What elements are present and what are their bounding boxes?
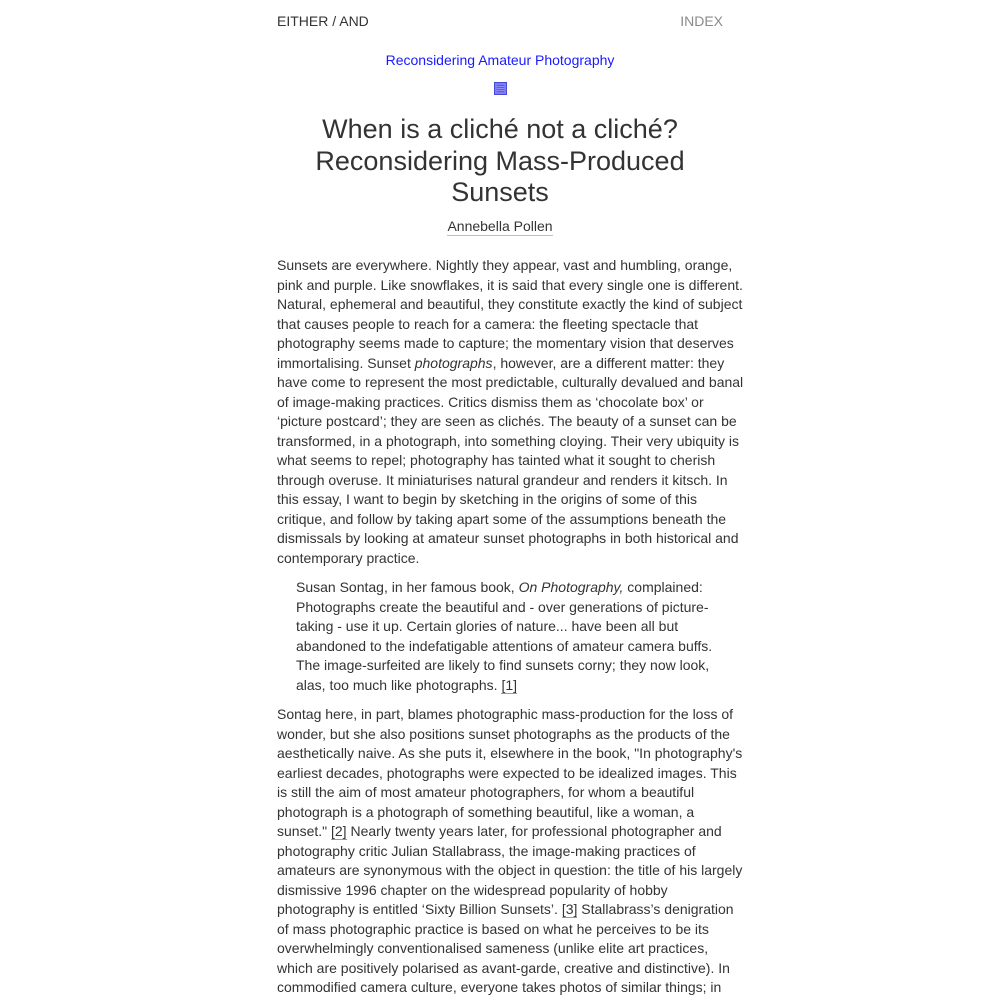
text-line: commodified camera culture, everyone takes photos of similar things; in: [277, 979, 722, 995]
text-line: abandoned to the indefatigable attentions of amateur camera buffs.: [296, 637, 713, 654]
author-link[interactable]: Annebella Pollen: [447, 218, 553, 234]
text-line: what seems to repel; photography has tainted what it sought to cherish: [277, 452, 716, 468]
text-line: critique, and follow by taking apart some of the assumptions beneath the: [277, 510, 727, 527]
text-span: photography is entitled ‘Sixty Billion Sunsets’.: [277, 901, 562, 917]
text-span: sunset.": [277, 823, 331, 839]
text-line: The image-surfeited are likely to find sunsets corny; they now look,: [296, 657, 710, 673]
text-line: overwhelmingly conventionalised sameness (unlike elite art practices,: [277, 940, 709, 956]
text-line: ‘picture postcard’; they are seen as clichés. The beauty of a sunset can be: [277, 413, 737, 429]
text-line: Sunsets are everywhere. Nightly they appear, vast and humbling, orange,: [277, 257, 733, 273]
text-line: this essay, I want to begin by sketching in the origins of some of this: [277, 491, 697, 507]
index-link[interactable]: INDEX: [680, 13, 723, 29]
text-line: have come to represent the most predictable, culturally devalued and banal: [277, 374, 744, 390]
site-name-link[interactable]: EITHER / AND: [277, 13, 369, 29]
paragraph-intro: [277, 256, 744, 568]
text-line: wonder, but she also positions sunset photographs as the products of the: [277, 725, 730, 742]
footnote-link-3[interactable]: [3]: [561, 901, 578, 917]
text-line: Natural, ephemeral and beautiful, they constitute exactly the kind of subject: [277, 296, 743, 312]
text-line: through overuse. It miniaturises natural grandeur and renders it kitsch. In: [277, 471, 728, 488]
title-line: Reconsidering Mass-Produced: [315, 145, 685, 176]
text-line: contemporary practice.: [277, 549, 420, 566]
footnote-link-1[interactable]: [1]: [501, 676, 518, 693]
text-span: Nearly twenty years later, for professional photographer and: [346, 823, 722, 839]
title-line: When is a cliché not a cliché?: [322, 114, 678, 144]
top-bar: [277, 13, 723, 33]
book-title: On Photography,: [518, 579, 624, 595]
text-span: alas, too much like photographs.: [296, 676, 502, 693]
text-line: pink and purple. Like snowflakes, it is said that every single one is different.: [277, 276, 743, 293]
title-line: Sunsets: [451, 177, 549, 207]
text-line: dismissals by looking at amateur sunset photographs in both historical and: [277, 530, 739, 546]
text-line: [296, 676, 712, 696]
text-line: that causes people to reach for a camera: the fleeting spectacle that: [277, 315, 699, 332]
image-square-icon: [494, 82, 507, 95]
text-span: complained:: [623, 579, 703, 595]
paragraph-sontag: [277, 705, 743, 998]
footnote-link-2[interactable]: [2]: [331, 823, 347, 839]
text-line: aesthetically naive. As she puts it, elsewhere in the book, "In photography's: [277, 745, 743, 761]
text-line: [277, 900, 734, 920]
text-line: photograph is a photograph of something beautiful, like a woman, a: [277, 803, 695, 820]
text-line: taking - use it up. Certain glories of nature... have been all but: [296, 618, 679, 634]
text-line: dismissive 1996 chapter on the widespread popularity of hobby: [277, 881, 668, 898]
text-line: Photographs create the beautiful and - over generations of picture-: [296, 598, 709, 615]
section-link[interactable]: Reconsidering Amateur Photography: [385, 52, 615, 68]
text-line: Sontag here, in part, blames photographic mass-production for the loss of: [277, 706, 734, 722]
text-line: amateurs are synonymous with the object in question: the title of his largely: [277, 862, 743, 878]
text-line: photography seems made to capture; the momentary vision that deserves: [277, 335, 734, 351]
text-line: transformed, in a photograph, into something cloying. Their very ubiquity is: [277, 432, 739, 449]
text-line: earliest decades, photographs were expected to be idealized images. This: [277, 764, 737, 781]
block-quote: [296, 578, 712, 695]
text-line: [277, 822, 727, 842]
text-line: of image-making practices. Critics dismiss them as ‘chocolate box’ or: [277, 393, 704, 410]
text-line: photography critic Julian Stallabrass, the image-making practices of: [277, 842, 696, 859]
emphasis-text: photographs: [414, 354, 493, 371]
text-span: immortalising. Sunset: [277, 354, 415, 371]
text-line: is still the aim of most amateur photographers, for whom a beautiful: [277, 784, 695, 800]
text-line: [296, 578, 712, 598]
text-line: of mass photographic practice is based on what he perceives to be its: [277, 920, 709, 937]
text-span: Susan Sontag, in her famous book,: [296, 579, 519, 595]
author-byline: [0, 218, 1000, 234]
section-header: [0, 52, 1000, 68]
text-line: [277, 354, 727, 374]
article-title: [300, 114, 700, 209]
text-span: Stallabrass’s denigration: [577, 901, 734, 917]
text-span: , however, are a different matter: they: [492, 354, 725, 371]
text-line: which are positively polarised as avant-garde, creative and distinctive). In: [277, 959, 730, 976]
